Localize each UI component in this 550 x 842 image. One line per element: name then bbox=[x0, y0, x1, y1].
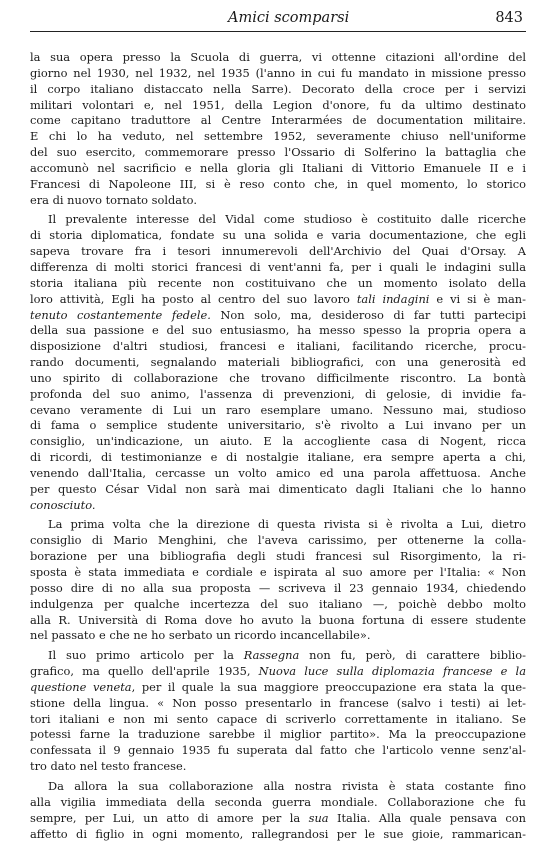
text-line: alla vigilia immediata della seconda guerra mondiale. Collaborazione che fu bbox=[30, 795, 526, 811]
text-line: potessi farne la traduzione sarebbe il miglior partito». Ma la preoccupazione bbox=[30, 727, 526, 743]
text-line: affetto di figlio in ogni momento, rallegrandosi per le sue gioie, rammarican- bbox=[30, 827, 526, 842]
text-line: Francesi di Napoleone III, si è reso conto che, in quel momento, lo storico bbox=[30, 177, 526, 193]
running-title: Amici scomparsi bbox=[228, 10, 349, 26]
text-line: il corpo italiano distaccato nella Sarre). Decorato della croce per i servizi bbox=[30, 82, 526, 98]
text-line: Da allora la sua collaborazione alla nostra rivista è stata costante fino bbox=[30, 779, 526, 795]
text-line: uno spirito di collaborazione che trovano difficilmente riscontro. La bontà bbox=[30, 371, 526, 387]
text-line: questione veneta, per il quale la sua maggiore preoccupazione era stata la que- bbox=[30, 680, 526, 696]
text-line: indulgenza per qualche incertezza del suo italiano —, poichè debbo molto bbox=[30, 597, 526, 613]
text-line: di fama o semplice studente universitario, s'è rivolto a Lui invano per un bbox=[30, 418, 526, 434]
text-line: cevano veramente di Lui un raro esemplare umano. Nessuno mai, studioso bbox=[30, 403, 526, 419]
text-line: di storia diplomatica, fondate su una solida e varia documentazione, che egli bbox=[30, 228, 526, 244]
text-line: alla R. Università di Roma dove ho avuto la buona fortuna di essere studente bbox=[30, 613, 526, 629]
text-line: per questo César Vidal non sarà mai dimenticato dagli Italiani che lo hanno bbox=[30, 482, 526, 498]
text-line: nel passato e che ne ho serbato un ricordo incancellabile». bbox=[30, 628, 526, 644]
text-line: sposta è stata immediata e cordiale e ispirata al suo amore per l'Italia: « Non bbox=[30, 565, 526, 581]
text-line: giorno nel 1930, nel 1932, nel 1935 (l'anno in cui fu mandato in missione presso bbox=[30, 66, 526, 82]
text-line: consiglio, un'indicazione, un aiuto. E la accogliente casa di Nogent, ricca bbox=[30, 434, 526, 450]
text-line: sapeva trovare fra i tesori innumerevoli dell'Archivio del Quai d'Orsay. A bbox=[30, 244, 526, 260]
text-line: conosciuto. bbox=[30, 498, 526, 514]
running-header bbox=[38, 10, 523, 30]
text-line: Il suo primo articolo per la Rassegna non fu, però, di carattere biblio- bbox=[30, 648, 526, 664]
text-line: borazione per una bibliografia degli studi francesi sul Risorgimento, la ri- bbox=[30, 549, 526, 565]
text-line: storia italiana più recente non costituivano che un momento isolato della bbox=[30, 276, 526, 292]
text-line: profonda del suo animo, l'assenza di prevenzioni, di gelosie, di invidie fa- bbox=[30, 387, 526, 403]
paragraph bbox=[30, 517, 526, 644]
text-line: accomunò nel sacrificio e nella gloria gli Italiani di Vittorio Emanuele II e i bbox=[30, 161, 526, 177]
text-line: confessata il 9 gennaio 1935 fu superata dal fatto che l'articolo venne senz'al- bbox=[30, 743, 526, 759]
header-rule bbox=[30, 31, 526, 32]
text-line: come capitano traduttore al Centre Interarmées de documentation militaire. bbox=[30, 113, 526, 129]
text-line: E chi lo ha veduto, nel settembre 1952, severamente chiuso nell'uniforme bbox=[30, 129, 526, 145]
article-body bbox=[30, 50, 526, 842]
text-line: di ricordi, di testimonianze e di nostalgie italiane, era sempre aperta a chi, bbox=[30, 450, 526, 466]
text-line: Il prevalente interesse del Vidal come studioso è costituito dalle ricerche bbox=[30, 212, 526, 228]
text-line: militari volontari e, nel 1951, della Legion d'onore, fu da ultimo destinato bbox=[30, 98, 526, 114]
text-line: posso dire di no alla sua proposta — scriveva il 23 gennaio 1934, chiedendo bbox=[30, 581, 526, 597]
text-line: consiglio di Mario Menghini, che l'aveva carissimo, per ottenerne la colla- bbox=[30, 533, 526, 549]
paragraph bbox=[30, 648, 526, 775]
text-line: grafico, ma quello dell'aprile 1935, Nuova luce sulla diplomazia francese e la bbox=[30, 664, 526, 680]
paragraph bbox=[30, 779, 526, 842]
text-line: era di nuovo tornato soldato. bbox=[30, 193, 526, 209]
text-line: tro dato nel testo francese. bbox=[30, 759, 526, 775]
text-line: differenza di molti storici francesi di vent'anni fa, per i quali le indagini sulla bbox=[30, 260, 526, 276]
paragraph bbox=[30, 212, 526, 513]
text-line: della sua passione e del suo entusiasmo, ha messo spesso la propria opera a bbox=[30, 323, 526, 339]
text-line: tenuto costantemente fedele. Non solo, ma, desideroso di far tutti partecipi bbox=[30, 308, 526, 324]
text-line: tori italiani e non mi sento capace di scriverlo correttamente in italiano. Se bbox=[30, 712, 526, 728]
text-line: rando documenti, segnalando materiali bibliografici, con una generosità ed bbox=[30, 355, 526, 371]
text-line: stione della lingua. « Non posso presentarlo in francese (salvo i testi) ai let- bbox=[30, 696, 526, 712]
text-line: sempre, per Lui, un atto di amore per la sua Italia. Alla quale pensava con bbox=[30, 811, 526, 827]
text-line: la sua opera presso la Scuola di guerra, vi ottenne citazioni all'ordine del bbox=[30, 50, 526, 66]
text-line: loro attività, Egli ha posto al centro del suo lavoro tali indagini e vi si è man- bbox=[30, 292, 526, 308]
text-line: disposizione d'altri studiosi, francesi e italiani, facilitando ricerche, procu- bbox=[30, 339, 526, 355]
text-line: La prima volta che la direzione di questa rivista si è rivolta a Lui, dietro bbox=[30, 517, 526, 533]
text-line: venendo dall'Italia, cercasse un volto amico ed una parola affettuosa. Anche bbox=[30, 466, 526, 482]
paragraph bbox=[30, 50, 526, 208]
text-line: del suo esercito, commemorare presso l'Ossario di Solferino la battaglia che bbox=[30, 145, 526, 161]
page-number: 843 bbox=[495, 10, 523, 26]
